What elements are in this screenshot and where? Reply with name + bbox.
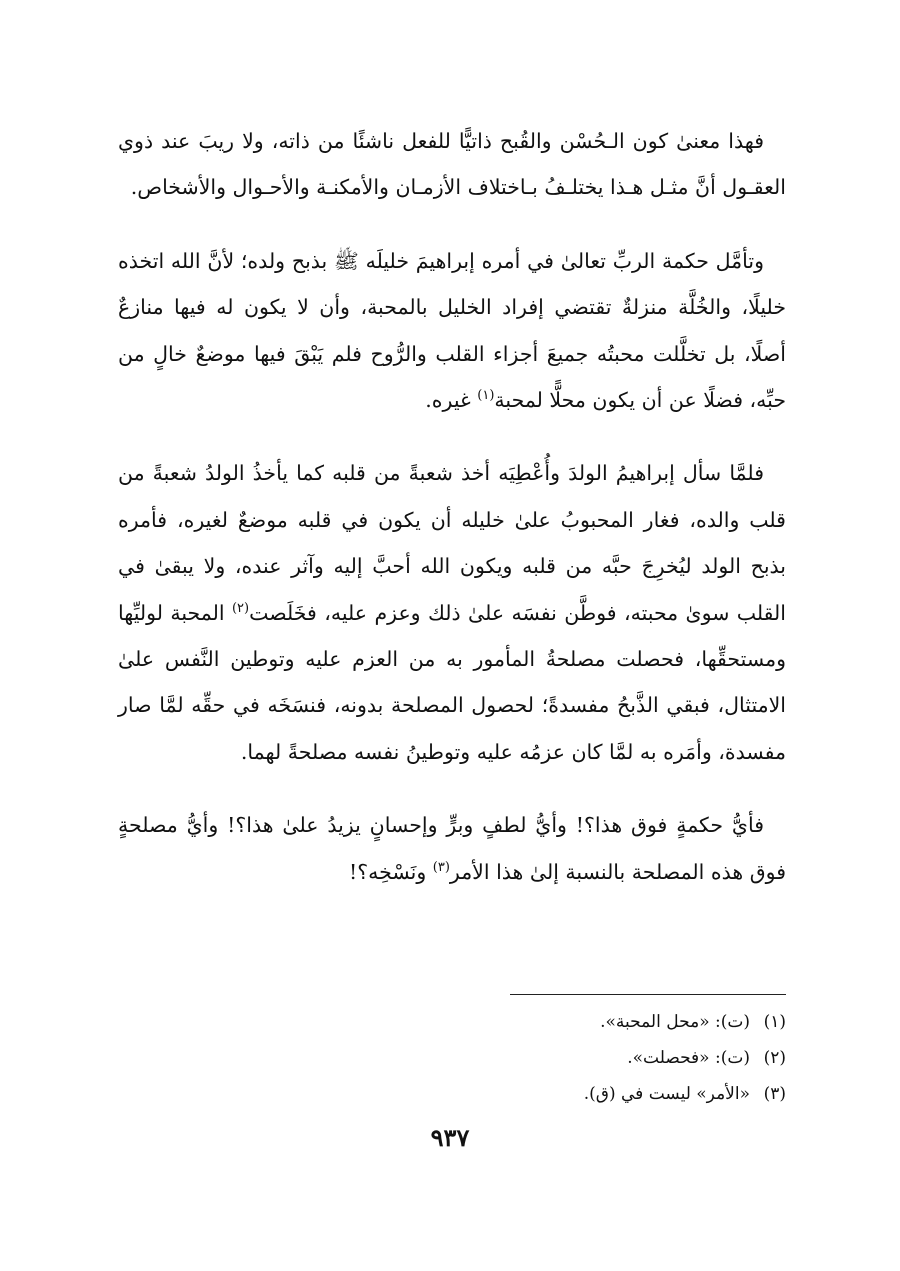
footnote-2-text: (ت): «فحصلت». bbox=[627, 1048, 750, 1068]
paragraph-4-text: فأيُّ حكمةٍ فوق هذا؟! وأيُّ لطفٍ وبرٍّ وإحسانٍ يزيدُ علىٰ هذا؟! وأيُّ مصلحةٍ فوق هذه المصلحة بالنسبة إلىٰ هذا الأمر bbox=[118, 813, 786, 884]
footnote-ref-2[interactable]: (٢) bbox=[231, 600, 250, 616]
footnote-2-number: (٢) bbox=[763, 1048, 786, 1068]
footnote-separator bbox=[510, 994, 786, 995]
paragraph-4-tail: ونَسْخِه؟! bbox=[348, 859, 433, 884]
paragraph-4 bbox=[118, 802, 786, 895]
footnote-2 bbox=[420, 1040, 786, 1076]
paragraph-3-tail: المحبة لوليِّها ومستحقِّها، فحصلت مصلحةُ المأمور به من العزم عليه وتوطين النَّفس علىٰ الامتثال، فبقي الذَّبحُ مفسدةً؛ لحصول المصلحة بدونه، فنسَخَه في حقِّه لمَّا صار مفسدة، وأمَره به لمَّا كان عزمُه عليه وتوطينُ نفسه مصلحةً لهما. bbox=[118, 600, 786, 764]
paragraph-1-text: فهذا معنىٰ كون الـحُسْن والقُبح ذاتيًّا للفعل ناشئًا من ذاته، ولا ريبَ عند ذوي العقـول أنَّ مثـل هـذا يختلـفُ بـاختلاف الأزمـان والأمكنـة والأحـوال والأشخاص. bbox=[118, 129, 786, 200]
footnote-3 bbox=[420, 1076, 786, 1112]
footnotes bbox=[420, 1004, 786, 1112]
footnote-1-number: (١) bbox=[763, 1012, 786, 1032]
paragraph-2-text: وتأمَّل حكمة الربِّ تعالىٰ في أمره إبراهيمَ خليلَه ﷺ بذبح ولده؛ لأنَّ الله اتخذه خليلًا، والخُلَّة منزلةٌ تقتضي إفراد الخليل بالمحبة، وأن لا يكون له فيها منازعٌ أصلًا، بل تخلَّلت محبتُه جميعَ أجزاء القلب والرُّوح فلم يَبْقَ فيها موضعٌ خالٍ من حبِّه، فضلًا عن أن يكون محلًّا لمحبة bbox=[118, 248, 786, 413]
paragraph-3 bbox=[118, 450, 786, 775]
paragraph-2 bbox=[118, 238, 786, 424]
footnote-1-text: (ت): «محل المحبة». bbox=[600, 1012, 750, 1032]
paragraph-3-text: فلمَّا سأل إبراهيمُ الولدَ وأُعْطِيَه أخذ شعبةً من قلبه كما يأخذُ الولدُ شعبةً من قلب والده، فغار المحبوبُ علىٰ خليله أن يكون في قلبه موضعٌ لغيره، فأمره بذبح الولد ليُخرِجَ حبَّه من قلبه ويكون الله أحبَّ إليه وآثر عنده، ولا يبقىٰ في القلب سوىٰ محبته، فوطَّن نفسَه علىٰ ذلك وعزم عليه، فخَلَصت bbox=[118, 461, 786, 625]
footnote-ref-3[interactable]: (٣) bbox=[432, 859, 450, 875]
main-text bbox=[118, 118, 786, 922]
footnote-3-text: «الأمر» ليست في (ق). bbox=[583, 1084, 750, 1104]
paragraph-2-tail: غيره. bbox=[425, 388, 478, 413]
footnote-1 bbox=[420, 1004, 786, 1040]
footnote-3-number: (٣) bbox=[763, 1084, 786, 1104]
page-number: ٩٣٧ bbox=[430, 1123, 470, 1152]
footnote-ref-1[interactable]: (١) bbox=[477, 388, 495, 404]
paragraph-1 bbox=[118, 118, 786, 211]
